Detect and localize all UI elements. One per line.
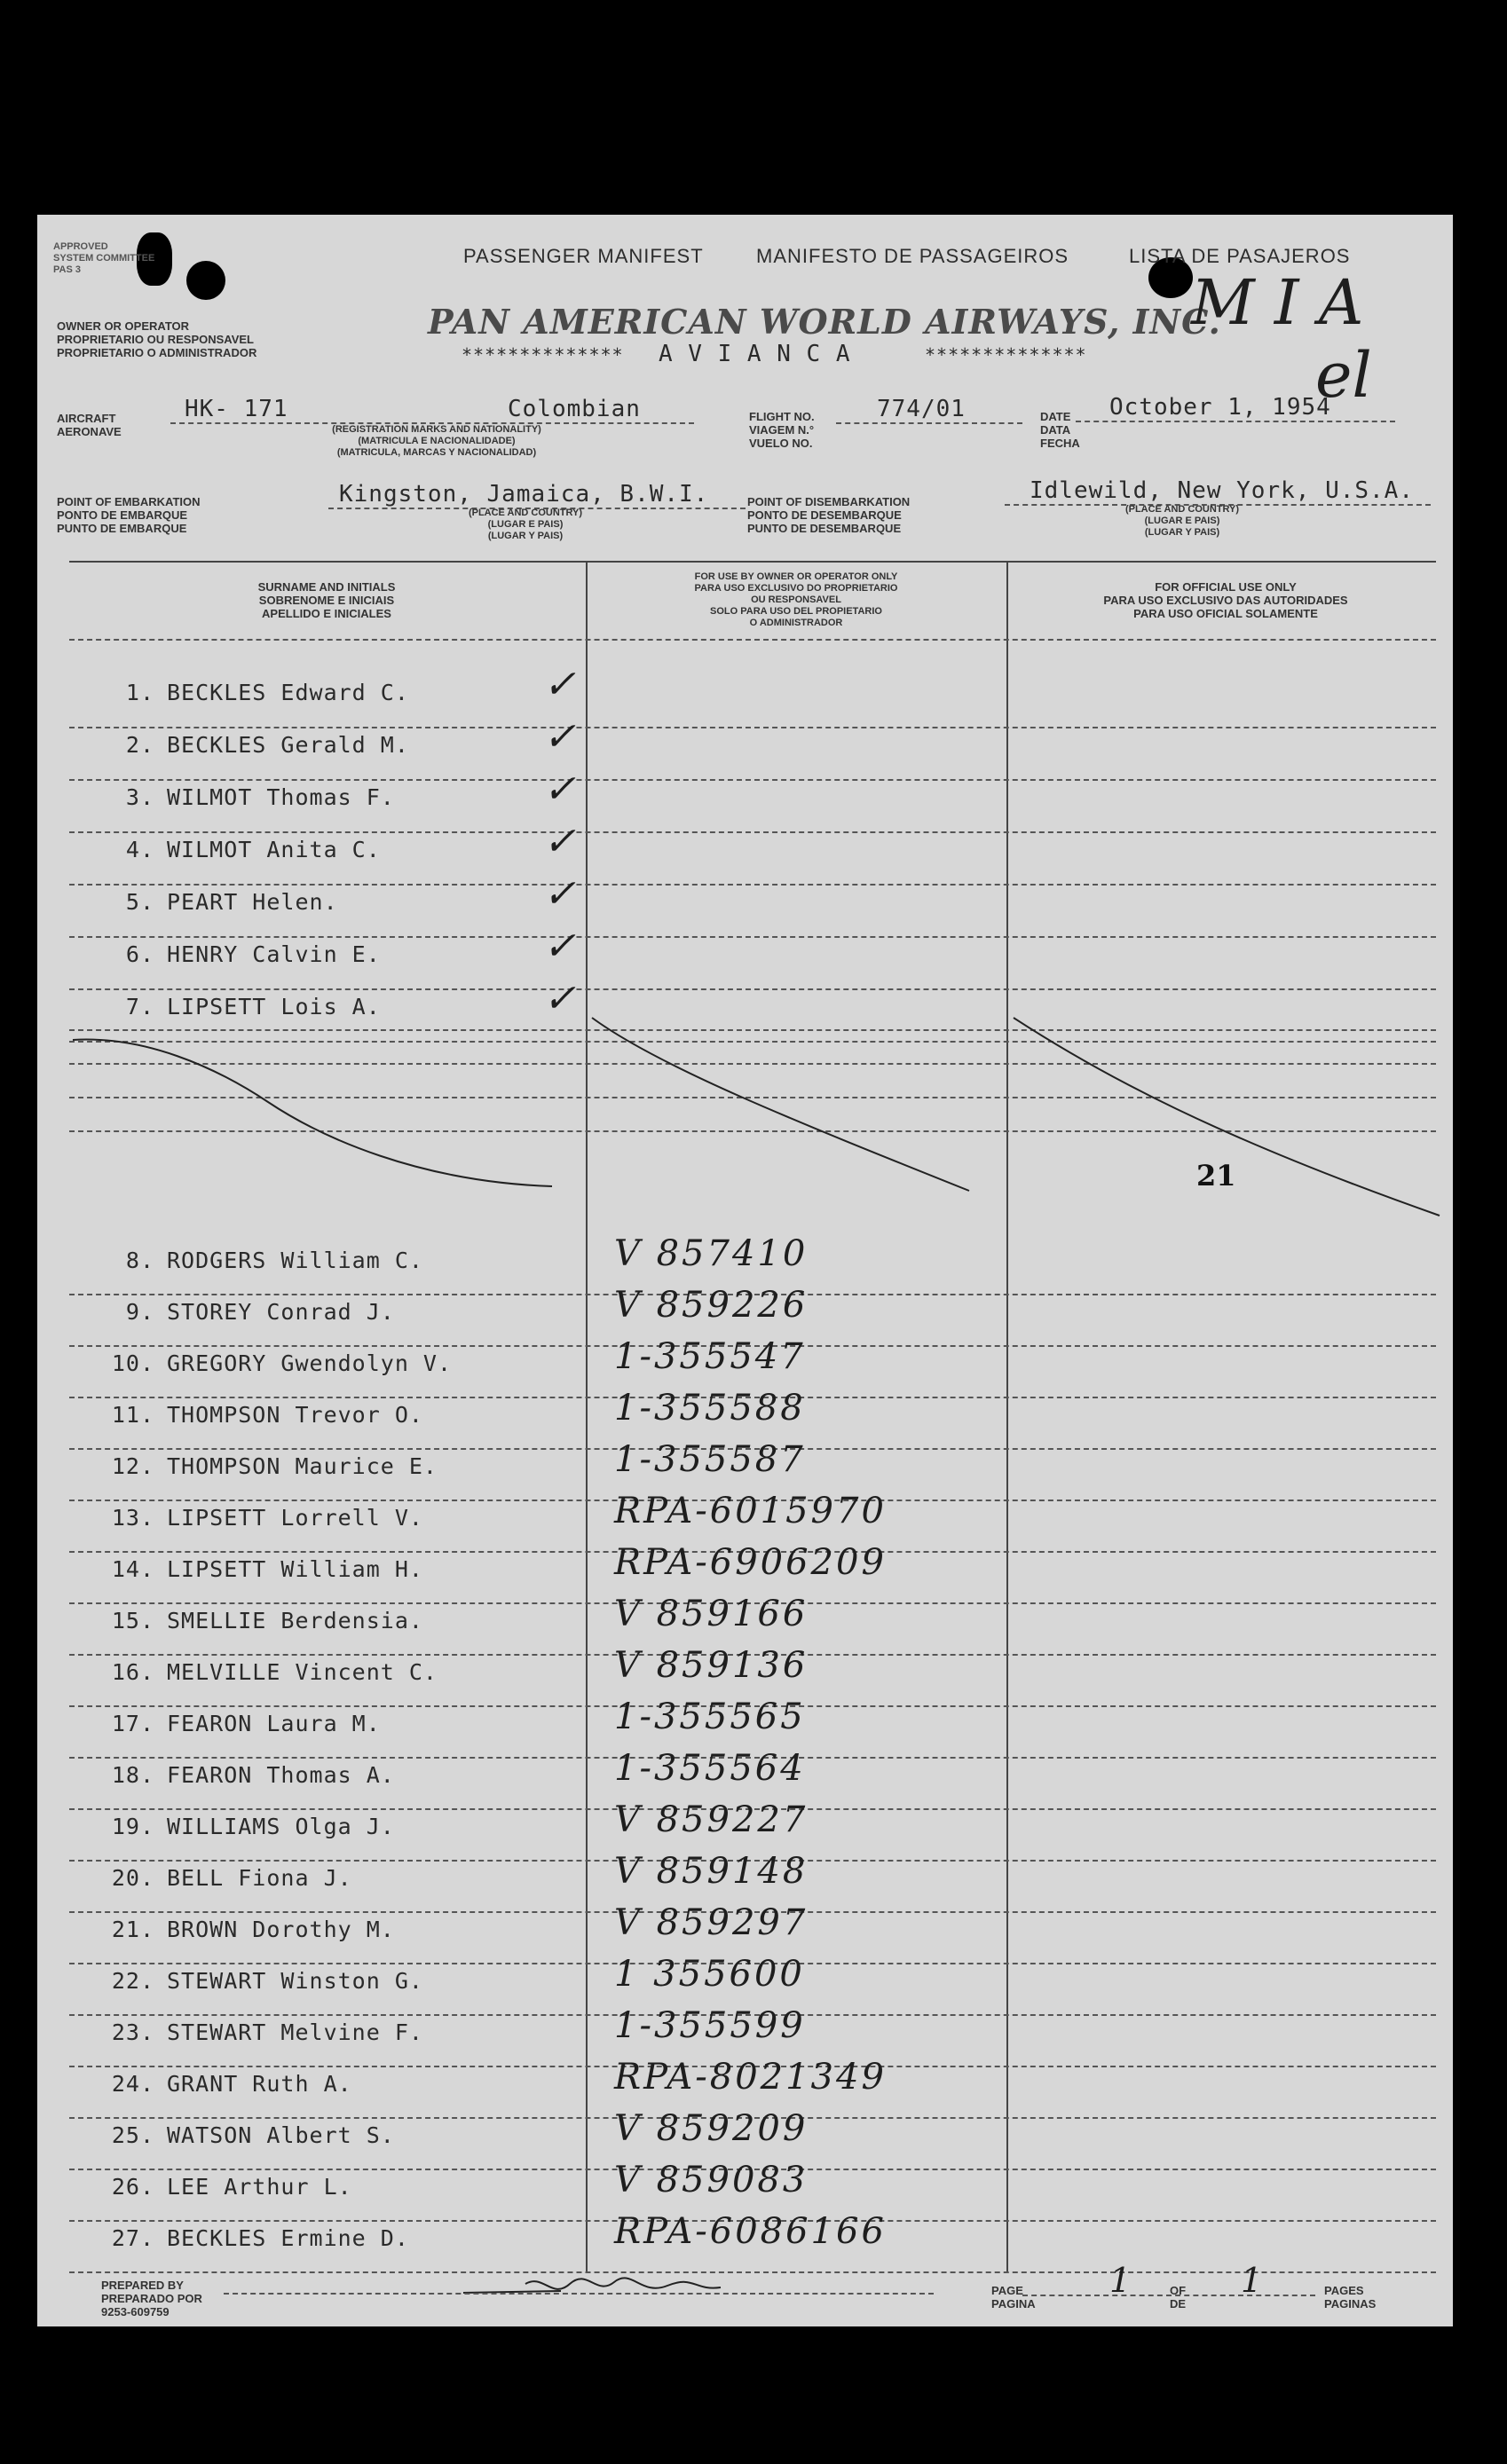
ticket-number: V 859297: [614, 1902, 809, 1943]
nationality-value: Colombian: [508, 396, 641, 422]
passenger-number: 22.: [111, 1968, 154, 1994]
passenger-name: LIPSETT Lorrell V.: [167, 1505, 423, 1531]
check-mark: ✓: [543, 976, 576, 1021]
passenger-number: 16.: [111, 1659, 154, 1685]
prepared-by-label: PREPARED BY PREPARADO POR 9253-609759: [101, 2279, 202, 2318]
ticket-number: RPA-6086166: [614, 2211, 887, 2252]
passenger-name: WILMOT Thomas F.: [167, 784, 395, 810]
passenger-name: BECKLES Gerald M.: [167, 732, 409, 758]
date-value: October 1, 1954: [1109, 394, 1331, 421]
passenger-number: 1.: [125, 680, 154, 705]
column-header-owner: FOR USE BY OWNER OR OPERATOR ONLY PARA USO EXCLUSIVO DO PROPRIETARIO OU RESPONSAVEL SOLO PARA USO DEL PROPIETARIO O ADMINISTRADOR: [694, 571, 898, 628]
check-mark: ✓: [543, 767, 576, 812]
passenger-name: THOMPSON Maurice E.: [167, 1453, 438, 1479]
passenger-number: 23.: [111, 2019, 154, 2045]
aircraft-label: AIRCRAFT AERONAVE: [57, 412, 122, 438]
ticket-number: V 859166: [614, 1594, 809, 1634]
passenger-number: 26.: [111, 2174, 154, 2200]
passenger-number: 10.: [111, 1350, 154, 1376]
ticket-number: 1-355588: [614, 1388, 806, 1429]
passenger-name: GREGORY Gwendolyn V.: [167, 1350, 453, 1376]
operator-stars-right: **************: [925, 344, 1087, 366]
registration-note: (REGISTRATION MARKS AND NATIONALITY) (MATRICULA E NACIONALIDADE) (MATRICULA, MARCAS Y NACIONALIDAD): [332, 424, 541, 458]
passenger-name: LIPSETT William H.: [167, 1556, 423, 1582]
passenger-number: 14.: [111, 1556, 154, 1582]
of-label: OF DE: [1170, 2284, 1187, 2310]
passenger-number: 5.: [125, 889, 154, 915]
check-mark: ✓: [543, 924, 576, 969]
check-mark: ✓: [543, 662, 576, 707]
passenger-name: WATSON Albert S.: [167, 2122, 395, 2148]
column-header-name: SURNAME AND INITIALS SOBRENOME E INICIAIS APELLIDO E INICIALES: [257, 580, 396, 620]
company-name: PAN AMERICAN WORLD AIRWAYS, INC.: [428, 302, 1221, 342]
passenger-name: RODGERS William C.: [167, 1248, 423, 1273]
passenger-number: 24.: [111, 2071, 154, 2097]
ticket-number: 1-355564: [614, 1748, 806, 1789]
manifest-title-en: PASSENGER MANIFEST: [463, 245, 704, 267]
embarkation-value: Kingston, Jamaica, B.W.I.: [339, 481, 709, 508]
check-mark: ✓: [543, 819, 576, 864]
ticket-number: 1-355587: [614, 1439, 806, 1480]
page-number: 1: [1109, 2261, 1132, 2300]
disembark-place-note: (PLACE AND COUNTRY) (LUGAR E PAIS) (LUGAR Y PAIS): [1124, 504, 1240, 538]
ticket-number: RPA-6906209: [614, 1542, 887, 1583]
ticket-number: V 859083: [614, 2160, 809, 2200]
ticket-number: V 859226: [614, 1285, 809, 1326]
passenger-name: WILLIAMS Olga J.: [167, 1814, 395, 1839]
check-mark: ✓: [543, 871, 576, 917]
passenger-name: BECKLES Edward C.: [167, 680, 409, 705]
passenger-name: STEWART Winston G.: [167, 1968, 423, 1994]
passenger-name: WILMOT Anita C.: [167, 837, 381, 862]
passenger-number: 27.: [111, 2225, 154, 2251]
ticket-number: V 857410: [614, 1233, 809, 1274]
passenger-number: 12.: [111, 1453, 154, 1479]
ticket-number: V 859148: [614, 1851, 809, 1892]
page-label: PAGE PAGINA: [991, 2284, 1036, 2310]
passenger-number: 7.: [125, 994, 154, 1019]
operator-stars-left: **************: [462, 344, 624, 366]
embarkation-label: POINT OF EMBARKATION PONTO DE EMBARQUE PUNTO DE EMBARQUE: [57, 495, 201, 535]
passenger-number: 19.: [111, 1814, 154, 1839]
passenger-number: 21.: [111, 1917, 154, 1942]
strike-through-lines: [37, 215, 1453, 1279]
flight-label: FLIGHT NO. VIAGEM N.° VUELO NO.: [749, 410, 815, 450]
passenger-name: GRANT Ruth A.: [167, 2071, 352, 2097]
passenger-number: 11.: [111, 1402, 154, 1428]
passenger-name: HENRY Calvin E.: [167, 941, 381, 967]
passenger-name: STEWART Melvine F.: [167, 2019, 423, 2045]
disembarkation-value: Idlewild, New York, U.S.A.: [1030, 477, 1414, 504]
manifest-title-pt: MANIFESTO DE PASSAGEIROS: [756, 245, 1069, 267]
passenger-number: 18.: [111, 1762, 154, 1788]
passenger-name: THOMPSON Trevor O.: [167, 1402, 423, 1428]
passenger-number: 13.: [111, 1505, 154, 1531]
approval-stamp: APPROVED SYSTEM COMMITTEE PAS 3: [53, 241, 155, 275]
ticket-number: 1-355547: [614, 1336, 806, 1377]
passenger-name: LIPSETT Lois A.: [167, 994, 381, 1019]
passenger-number: 3.: [125, 784, 154, 810]
passenger-name: SMELLIE Berdensia.: [167, 1608, 423, 1633]
passenger-number: 15.: [111, 1608, 154, 1633]
operator-name: A V I A N C A: [659, 341, 851, 367]
flight-number: 774/01: [877, 396, 966, 422]
manifest-sheet: [37, 215, 1453, 2326]
ticket-number: RPA-8021349: [614, 2057, 887, 2098]
ticket-number: V 859227: [614, 1799, 809, 1840]
preparer-signature: [454, 2264, 774, 2309]
passenger-number: 2.: [125, 732, 154, 758]
passenger-name: BROWN Dorothy M.: [167, 1917, 395, 1942]
ticket-number: 1-355599: [614, 2005, 806, 2046]
ticket-number: V 859209: [614, 2108, 809, 2149]
ticket-number: 1-355565: [614, 1696, 806, 1737]
passenger-number: 20.: [111, 1865, 154, 1891]
passenger-number: 9.: [125, 1299, 154, 1325]
pages-label: PAGES PAGINAS: [1324, 2284, 1377, 2310]
passenger-name: BECKLES Ermine D.: [167, 2225, 409, 2251]
aircraft-value: HK- 171: [185, 396, 288, 422]
passenger-number: 4.: [125, 837, 154, 862]
passenger-name: LEE Arthur L.: [167, 2174, 352, 2200]
handwritten-initials: el: [1315, 339, 1372, 412]
manifest-title-es: LISTA DE PASAJEROS: [1129, 245, 1351, 267]
passenger-name: STOREY Conrad J.: [167, 1299, 395, 1325]
disembarkation-label: POINT OF DISEMBARKATION PONTO DE DESEMBARQUE PUNTO DE DESEMBARQUE: [747, 495, 911, 535]
passenger-number: 25.: [111, 2122, 154, 2148]
passenger-name: PEART Helen.: [167, 889, 338, 915]
passenger-name: FEARON Laura M.: [167, 1711, 381, 1736]
passenger-number: 17.: [111, 1711, 154, 1736]
handwritten-mark: M I A: [1191, 266, 1364, 339]
passenger-name: MELVILLE Vincent C.: [167, 1659, 438, 1685]
ticket-number: 1 355600: [614, 1954, 805, 1995]
passenger-name: FEARON Thomas A.: [167, 1762, 395, 1788]
check-mark: ✓: [543, 714, 576, 760]
passenger-number: 8.: [125, 1248, 154, 1273]
official-mark: 21: [1196, 1159, 1236, 1193]
ticket-number: V 859136: [614, 1645, 809, 1686]
ticket-number: RPA-6015970: [614, 1491, 887, 1531]
owner-label: OWNER OR OPERATOR PROPRIETARIO OU RESPONSAVEL PROPRIETARIO O ADMINISTRADOR: [57, 319, 257, 359]
passenger-number: 6.: [125, 941, 154, 967]
column-header-official: FOR OFFICIAL USE ONLY PARA USO EXCLUSIVO DAS AUTORIDADES PARA USO OFICIAL SOLAMENTE: [1103, 580, 1348, 620]
passenger-name: BELL Fiona J.: [167, 1865, 352, 1891]
embark-place-note: (PLACE AND COUNTRY) (LUGAR E PAIS) (LUGAR Y PAIS): [468, 508, 583, 541]
page-total: 1: [1241, 2261, 1263, 2300]
date-label: DATE DATA FECHA: [1040, 410, 1080, 450]
